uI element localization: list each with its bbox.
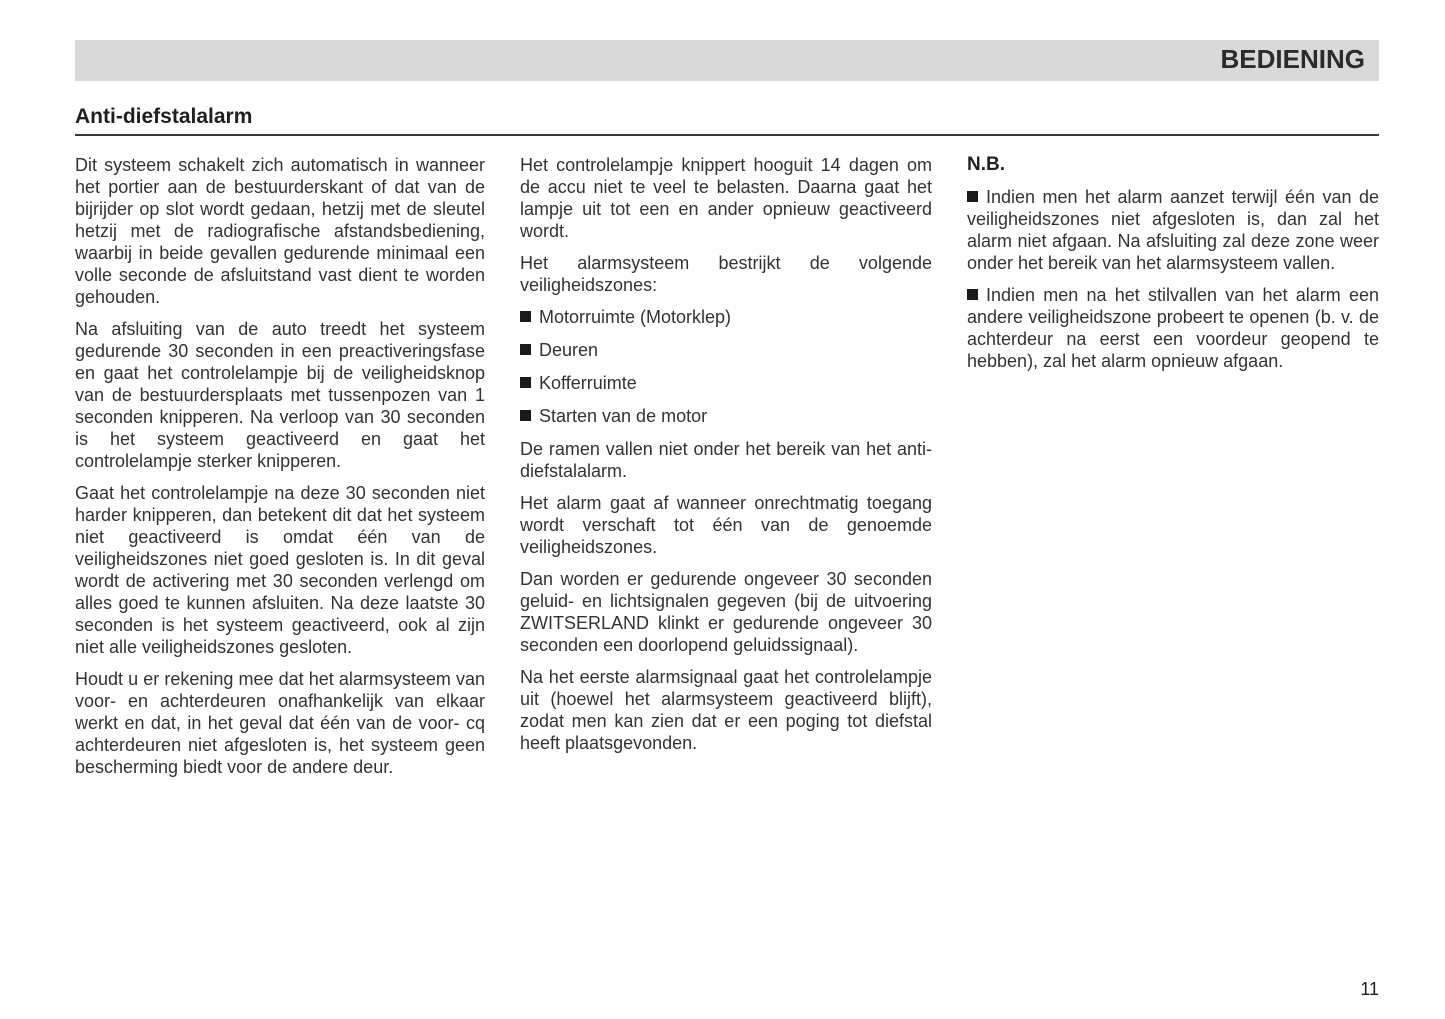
note-paragraph bbox=[967, 284, 1379, 372]
title-rule bbox=[75, 134, 1379, 136]
paragraph: De ramen vallen niet onder het bereik van het anti-diefstalalarm. bbox=[520, 439, 932, 481]
note-text: Indien men het alarm aanzet terwijl één van de veiligheidszones niet afgesloten is, dan zal het alarm niet afgaan. Na afsluiting zal deze zone weer onder het bereik van het alarmsysteem vallen. bbox=[967, 187, 1379, 273]
zone-list-item bbox=[520, 405, 932, 427]
zone-label: Kofferruimte bbox=[539, 373, 637, 393]
page-title: Anti-diefstalalarm bbox=[75, 105, 253, 128]
paragraph: Het alarmsysteem bestrijkt de volgende veiligheidszones: bbox=[520, 253, 932, 295]
paragraph: Houdt u er rekening mee dat het alarmsysteem van voor- en achterdeuren onafhankelijk van elkaar werkt en dat, in het geval dat één van de voor- cq achterdeuren niet afgesloten is, het systeem geen bescherming biedt voor de andere deur. bbox=[75, 669, 485, 777]
bullet-icon bbox=[520, 344, 531, 355]
paragraph: Het controlelampje knippert hooguit 14 dagen om de accu niet te veel te belasten. Daarna gaat het lampje uit tot een en ander opnieuw geactiveerd wordt. bbox=[520, 155, 932, 241]
column-2 bbox=[520, 154, 932, 764]
bullet-icon bbox=[520, 311, 531, 322]
nb-heading: N.B. bbox=[967, 154, 1005, 175]
page-number: 11 bbox=[1360, 979, 1379, 999]
paragraph: Gaat het controlelampje na deze 30 seconden niet harder knipperen, dan betekent dit dat het systeem niet geactiveerd is omdat één van de veiligheidszones niet goed gesloten is. In dit geval wordt de activering met 30 seconden verlengd om alles goed te kunnen afsluiten. Na deze laatste 30 seconden is het systeem geactiveerd, ook al zijn niet alle veiligheidszones gesloten. bbox=[75, 483, 485, 657]
paragraph: Na het eerste alarmsignaal gaat het controlelampje uit (hoewel het alarmsysteem geactiveerd blijft), zodat men kan zien dat er een poging tot diefstal heeft plaatsgevonden. bbox=[520, 667, 932, 753]
note-paragraph bbox=[967, 186, 1379, 274]
note-text: Indien men na het stilvallen van het alarm een andere veiligheidszone probeert te openen (b. v. de achterdeur na eerst een voordeur geopend te hebben), zal het alarm opnieuw afgaan. bbox=[967, 285, 1379, 371]
zone-list-item bbox=[520, 339, 932, 361]
column-1 bbox=[75, 154, 485, 788]
paragraph: Het alarm gaat af wanneer onrechtmatig toegang wordt verschaft tot één van de genoemde veiligheidszones. bbox=[520, 493, 932, 557]
zone-list-item bbox=[520, 372, 932, 394]
section-label: BEDIENING bbox=[1220, 44, 1365, 74]
zone-label: Motorruimte (Motorklep) bbox=[539, 307, 732, 327]
header-band bbox=[75, 40, 1379, 81]
zone-label: Deuren bbox=[539, 340, 599, 360]
paragraph: Dit systeem schakelt zich automatisch in wanneer het portier aan de bestuurderskant of dat van de bijrijder op slot wordt gedaan, hetzij met de sleutel hetzij met de radiografische afstandsbediening, waarbij in beide gevallen gedurende minimaal een volle seconde de afsluitstand vast dient te worden gehouden. bbox=[75, 155, 485, 307]
bullet-icon bbox=[520, 410, 531, 421]
paragraph: Dan worden er gedurende ongeveer 30 seconden geluid- en lichtsignalen gegeven (bij de uitvoering ZWITSERLAND klinkt er gedurende ongeveer 30 seconden een doorlopend geluidssignaal). bbox=[520, 569, 932, 655]
zone-label: Starten van de motor bbox=[539, 406, 708, 426]
bullet-icon bbox=[967, 289, 978, 300]
bullet-icon bbox=[520, 377, 531, 388]
paragraph: Na afsluiting van de auto treedt het systeem gedurende 30 seconden in een preactiveringsfase en gaat het controlelampje bij de veiligheidsknop van de bestuurdersplaats met tussenpozen van 1 seconden knipperen. Na verloop van 30 seconden is het systeem geactiveerd en gaat het controlelampje sterker knipperen. bbox=[75, 319, 485, 471]
zone-list-item bbox=[520, 306, 932, 328]
column-3 bbox=[967, 154, 1379, 382]
bullet-icon bbox=[967, 191, 978, 202]
